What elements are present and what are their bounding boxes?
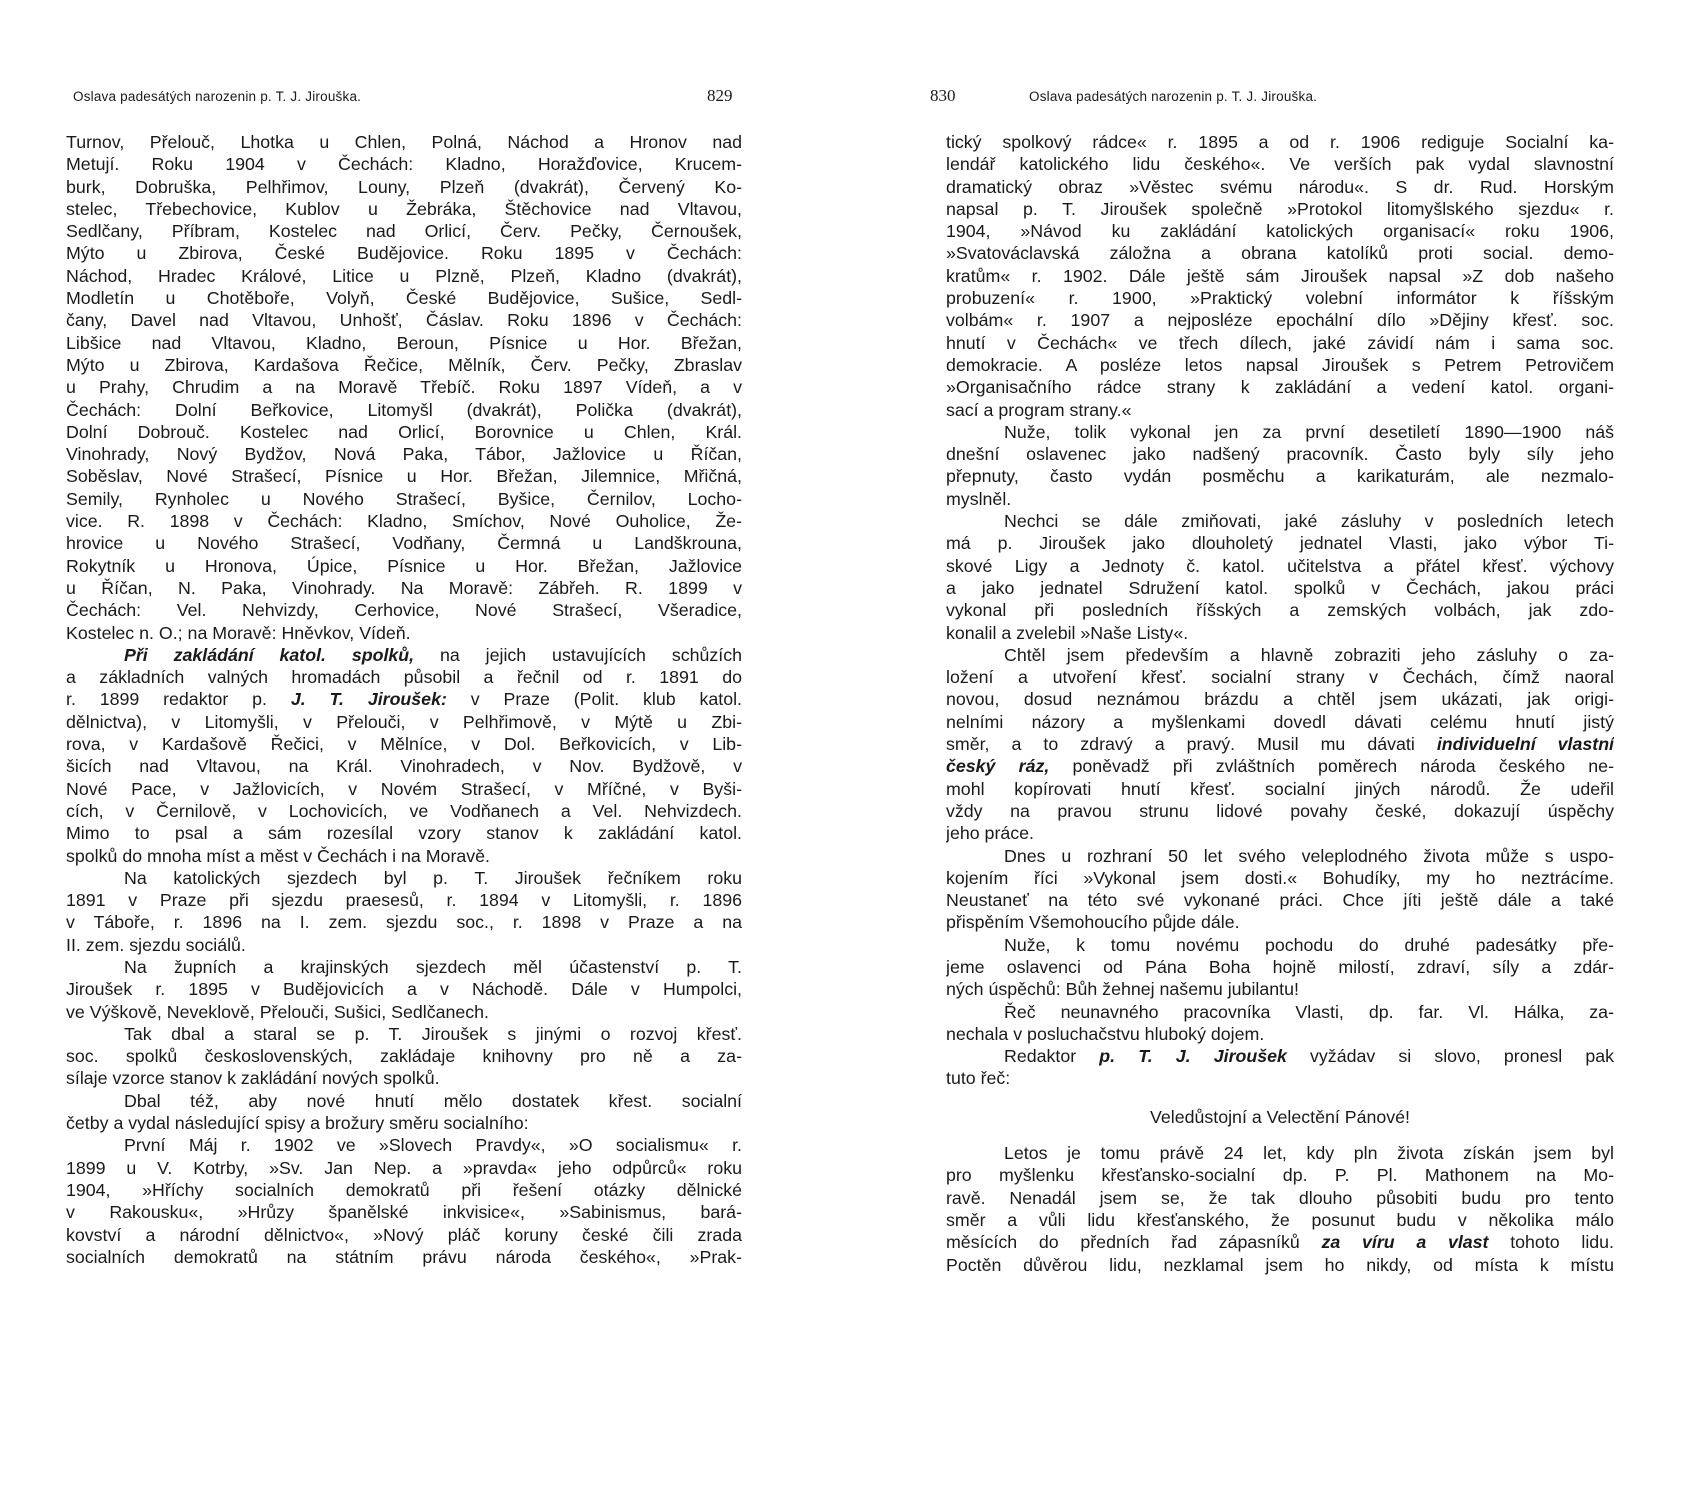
- italic-phrase: za víru a vlast: [1321, 1232, 1489, 1253]
- text-line: tuto řeč:: [946, 1068, 1011, 1089]
- text-run: r. 1899 redaktor p.: [66, 689, 267, 710]
- text-line: probuzení« r. 1900, »Praktický volební informátor k říšským: [946, 288, 1614, 309]
- text-line: dnešní oslavenec jako nadšený pracovník. Často byly síly jeho: [946, 444, 1614, 465]
- text-line: sílaje vzorce stanov k zakládání nových spolků.: [66, 1068, 440, 1089]
- text-line: Letos je tomu právě 24 let, kdy pln života získán jsem byl: [1004, 1143, 1614, 1164]
- text-line: sací a program strany.«: [946, 399, 1132, 420]
- text-line: směr a vůli lidu křesťanského, že posunut budu v několika málo: [946, 1209, 1614, 1230]
- text-line: Turnov, Přelouč, Lhotka u Chlen, Polná, Náchod a Hronov nad: [66, 132, 742, 152]
- text-line: vice. R. 1898 v Čechách: Kladno, Smíchov, Nové Ouholice, Že-: [66, 511, 742, 532]
- text-line: demokracie. A posléze letos napsal Jiroušek s Petrem Petrovičem: [946, 354, 1614, 375]
- text-line: nechala v posluchačstvu hluboký dojem.: [946, 1023, 1265, 1044]
- text-line: Semily, Rynholec u Nového Strašecí, Byšice, Černilov, Locho-: [66, 488, 742, 509]
- text-line: a základních valných hromadách působil a řečnil od r. 1891 do: [66, 667, 742, 688]
- text-line: hrovice u Nového Strašecí, Vodňany, Čermná u Landškrouna,: [66, 533, 742, 554]
- right-page-header: [930, 86, 1620, 110]
- text-line: První Máj r. 1902 ve »Slovech Pravdy«, »O socialismu« r.: [124, 1135, 742, 1156]
- text-line: spolků do mnoha míst a měst v Čechách i na Moravě.: [66, 845, 490, 866]
- text-line: jeme oslavenci od Pána Boha hojně milostí, zdraví, síly a zdár-: [946, 956, 1614, 977]
- text-line: přepnuty, často vydán posměchu a karikaturám, ale nezmalo-: [946, 466, 1614, 487]
- text-line: Neustaneť na této své vykonané práci. Chce jíti ještě dále a také: [946, 890, 1614, 911]
- text-line: socialních demokratů na státním právu národa českého«, »Prak-: [66, 1246, 742, 1267]
- text-line: Kostelec n. O.; na Moravě: Hněvkov, Vídeň.: [66, 622, 411, 643]
- text-line: Dolní Dobrouč. Kostelec nad Orlicí, Borovnice u Chlen, Král.: [66, 421, 742, 442]
- text-line: kratům« r. 1902. Dále ještě sám Jiroušek napsal »Z dob našeho: [946, 265, 1614, 286]
- text-line: přispěním Všemohoucího půjde dále.: [946, 912, 1240, 933]
- text-line: Na katolických sjezdech byl p. T. Jiroušek řečníkem roku: [124, 867, 742, 888]
- left-page-body: [66, 131, 742, 1268]
- text-line: jeho práce.: [946, 823, 1034, 844]
- text-line: Na župních a krajinských sjezdech měl účastenství p. T.: [124, 956, 742, 977]
- running-title: Oslava padesátých narozenin p. T. J. Jirouška.: [73, 89, 362, 104]
- text-line: [946, 755, 1614, 777]
- text-line: Nové Pace, v Jažlovicích, v Novém Strašecí, v Mříčné, v Byši-: [66, 778, 742, 799]
- text-line: Jiroušek r. 1895 v Budějovicích a v Náchodě. Dále v Humpolci,: [66, 979, 742, 1000]
- text-line: cích, v Černilově, v Lochovicích, ve Vodňanech a Vel. Nehvizdech.: [66, 800, 742, 821]
- text-line: Řeč neunavného pracovníka Vlasti, dp. far. Vl. Hálka, za-: [1004, 1001, 1614, 1022]
- text-line: myslněl.: [946, 488, 1012, 509]
- text-line: stelec, Třebechovice, Kublov u Žebráka, Štěchovice nad Vltavou,: [66, 198, 742, 219]
- text-line: Mimo to psal a sám rozesílal vzory stanov k zakládání katol.: [66, 823, 742, 844]
- text-line: [66, 644, 742, 666]
- italic-phrase: J. T. Jiroušek:: [290, 689, 447, 710]
- text-line: dramatický obraz »Věstec svému národu«. S dr. Rud. Horským: [946, 176, 1614, 197]
- text-line: Mýto u Zbirova, Kardašova Řečice, Mělník, Červ. Pečky, Zbraslav: [66, 354, 742, 375]
- text-line: novou, dosud neznámou brázdu a chtěl jsem ukázati, jak origi-: [946, 689, 1614, 710]
- italic-phrase: Při zakládání katol. spolků,: [124, 644, 415, 665]
- text-line: 1904, »Hříchy socialních demokratů při řešení otázky dělnické: [66, 1179, 742, 1200]
- text-line: rova, v Kardašově Řečici, v Mělníce, v Dol. Beřkovicích, v Lib-: [66, 734, 742, 755]
- text-run: vyžádav si slovo, pronesl pak: [1310, 1046, 1614, 1067]
- text-line: čany, Davel nad Vltavou, Unhošť, Čáslav. Roku 1896 v Čechách:: [66, 310, 742, 331]
- text-line: vykonal při posledních říšských a zemských volbách, jak zdo-: [946, 600, 1614, 621]
- text-line: vždy na pravou strunu lidové povahy české, dokazují úspěchy: [946, 800, 1614, 821]
- text-line: u Prahy, Chrudim a na Moravě Třebíč. Roku 1897 Vídeň, a v: [66, 377, 742, 398]
- right-page: [853, 0, 1706, 1500]
- text-line: Sedlčany, Příbram, Kostelec nad Orlicí, Červ. Pečky, Černoušek,: [66, 221, 742, 242]
- text-line: volbám« r. 1907 a nejposléze epochální dílo »Dějiny křesť. soc.: [946, 310, 1614, 331]
- text-run: Redaktor: [1004, 1046, 1077, 1067]
- text-line: Čechách: Vel. Nehvizdy, Cerhovice, Nové Strašecí, Všeradice,: [66, 600, 742, 621]
- text-run: v Praze (Polit. klub katol.: [470, 689, 742, 710]
- speech-heading: Veledůstojní a Velectění Pánové!: [1150, 1106, 1410, 1127]
- text-line: Metují. Roku 1904 v Čechách: Kladno, Horažďovice, Krucem-: [66, 154, 742, 175]
- text-line: II. zem. sjezdu sociálů.: [66, 934, 246, 955]
- text-line: napsal p. T. Jiroušek společně »Protokol litomyšlského sjezdu« r.: [946, 198, 1614, 219]
- text-line: 1891 v Praze při sjezdu praesesů, r. 1894 v Litomyšli, r. 1896: [66, 890, 742, 911]
- text-line: Náchod, Hradec Králové, Litice u Plzně, Plzeň, Kladno (dvakrát),: [66, 265, 742, 286]
- text-line: Tak dbal a staral se p. T. Jiroušek s jinými o rozvoj křesť.: [124, 1023, 742, 1044]
- text-run: poněvadž při zvláštních poměrech národa českého ne-: [1072, 756, 1614, 777]
- text-run: tohoto lidu.: [1510, 1232, 1614, 1253]
- page-number: 829: [707, 86, 733, 105]
- text-line: hnutí v Čechách« ve třech dílech, jaké závidí nám i sama soc.: [946, 332, 1614, 353]
- text-line: Čechách: Dolní Beřkovice, Litomyšl (dvakrát), Polička (dvakrát),: [66, 399, 742, 420]
- text-line: konalil a zvelebil »Naše Listy«.: [946, 622, 1189, 643]
- text-run: na jejich ustavujících schůzích: [440, 644, 742, 665]
- text-line: 1904, »Návod ku zakládání katolických organisací« roku 1906,: [946, 221, 1614, 242]
- text-line: skové Ligy a Jednoty č. katol. učitelstva a přátel křesť. výchovy: [946, 555, 1614, 576]
- page-number: 830: [930, 86, 956, 105]
- italic-phrase: p. T. J. Jiroušek: [1099, 1046, 1287, 1067]
- text-run: směr, a to zdravý a pravý. Musil mu dávati: [946, 734, 1415, 755]
- text-line: kojením říci »Vykonal jsem dosti.« Bohudíky, my ho neztrácíme.: [946, 867, 1614, 888]
- text-line: ve Výškově, Neveklově, Přelouči, Sušici, Sedlčanech.: [66, 1001, 489, 1022]
- text-line: má p. Jiroušek jako dlouholetý jednatel Vlasti, jako výbor Ti-: [946, 533, 1614, 554]
- text-line: u Říčan, N. Paka, Vinohrady. Na Moravě: Zábřeh. R. 1899 v: [66, 577, 742, 598]
- italic-phrase: individuelní vlastní: [1436, 734, 1614, 755]
- text-line: lendář katolického lidu českého«. Ve verších pak vydal slavnostní: [946, 154, 1614, 175]
- text-line: ložení a utvoření křesť. socialní strany v Čechách, čímž naoral: [946, 667, 1614, 688]
- right-page-body: [946, 131, 1614, 1276]
- text-line: Libšice nad Vltavou, Kladno, Beroun, Písnice u Hor. Břežan,: [66, 332, 742, 353]
- text-line: 1899 u V. Kotrby, »Sv. Jan Nep. a »pravda« jeho odpůrců« roku: [66, 1157, 742, 1178]
- text-line: pro myšlenku křesťansko-socialní dp. P. Pl. Mathonem na Mo-: [946, 1165, 1614, 1186]
- text-line: četby a vydal následující spisy a brožury směru socialního:: [66, 1113, 529, 1134]
- text-line: tický spolkový rádce« r. 1895 a od r. 1906 rediguje Socialní ka-: [946, 132, 1614, 152]
- running-title: Oslava padesátých narozenin p. T. J. Jirouška.: [1029, 89, 1318, 104]
- text-line: [946, 1231, 1614, 1253]
- text-line: nelními názory a myšlenkami dovedl dávati celému hnutí jistý: [946, 711, 1614, 732]
- text-line: [946, 733, 1614, 755]
- text-line: Soběslav, Nové Strašecí, Písnice u Hor. Břežan, Jilemnice, Mřičná,: [66, 466, 742, 487]
- italic-phrase: český ráz,: [946, 756, 1050, 777]
- text-line: dělnictva), v Litomyšli, v Přelouči, v Pelhřimově, v Mýtě u Zbi-: [66, 711, 742, 732]
- text-line: Nechci se dále zmiňovati, jaké zásluhy v posledních letech: [1004, 511, 1614, 532]
- text-line: [946, 1045, 1614, 1067]
- text-line: ravě. Nenadál jsem se, že tak dlouho působiti budu pro tento: [946, 1187, 1614, 1208]
- text-line: Poctěn důvěrou lidu, nezklamal jsem ho nikdy, od místa k místu: [946, 1254, 1614, 1275]
- text-line: ných úspěchů: Bůh žehnej našemu jubilantu!: [946, 979, 1299, 1000]
- text-line: Modletín u Chotěboře, Volyň, České Budějovice, Sušice, Sedl-: [66, 288, 742, 309]
- text-line: Nuže, k tomu novému pochodu do druhé padesátky pře-: [1004, 934, 1614, 955]
- text-line: Nuže, tolik vykonal jen za první desetiletí 1890—1900 náš: [1004, 421, 1614, 442]
- text-line: soc. spolků československých, zakládaje knihovny pro ně a za-: [66, 1046, 742, 1067]
- text-line: Vinohrady, Nový Bydžov, Nová Paka, Tábor, Jažlovice u Říčan,: [66, 444, 742, 465]
- text-line: v Rakousku«, »Hrůzy španělské inkvisice«, »Sabinismus, bará-: [66, 1202, 742, 1223]
- text-line: a jako jednatel Sdružení katol. spolků v Čechách, jakou práci: [946, 577, 1614, 598]
- text-line: »Svatováclavská záložna a obrana katolíků proti social. demo-: [946, 243, 1614, 264]
- text-line: Rokytník u Hronova, Úpice, Písnice u Hor. Břežan, Jažlovice: [66, 555, 742, 576]
- left-page-header: [66, 86, 756, 110]
- text-line: »Organisačního rádce strany k zakládání a vedení katol. organi-: [946, 377, 1614, 398]
- text-line: šicích nad Vltavou, na Král. Vinohradech, v Nov. Bydžově, v: [66, 756, 742, 777]
- text-line: Dnes u rozhraní 50 let svého veleplodného života může s uspo-: [1004, 845, 1614, 866]
- text-line: Chtěl jsem především a hlavně zobraziti jeho zásluhy o za-: [1004, 644, 1614, 665]
- text-line: kovství a národní dělnictvo«, »Nový pláč koruny české čili zrada: [66, 1224, 742, 1245]
- text-line: Dbal též, aby nové hnutí mělo dostatek křest. socialní: [124, 1090, 742, 1111]
- text-line: mohl kopírovati hnutí křesť. socialní jiných národů. Že udeřil: [946, 778, 1614, 799]
- text-line: Mýto u Zbirova, České Budějovice. Roku 1895 v Čechách:: [66, 243, 742, 264]
- text-line: burk, Dobruška, Pelhřimov, Louny, Plzeň (dvakrát), Červený Ko-: [66, 176, 742, 197]
- text-run: měsících do předních řad zápasníků: [946, 1232, 1300, 1253]
- text-line: v Táboře, r. 1896 na I. zem. sjezdu soc., r. 1898 v Praze a na: [66, 912, 742, 933]
- text-line: [66, 688, 742, 710]
